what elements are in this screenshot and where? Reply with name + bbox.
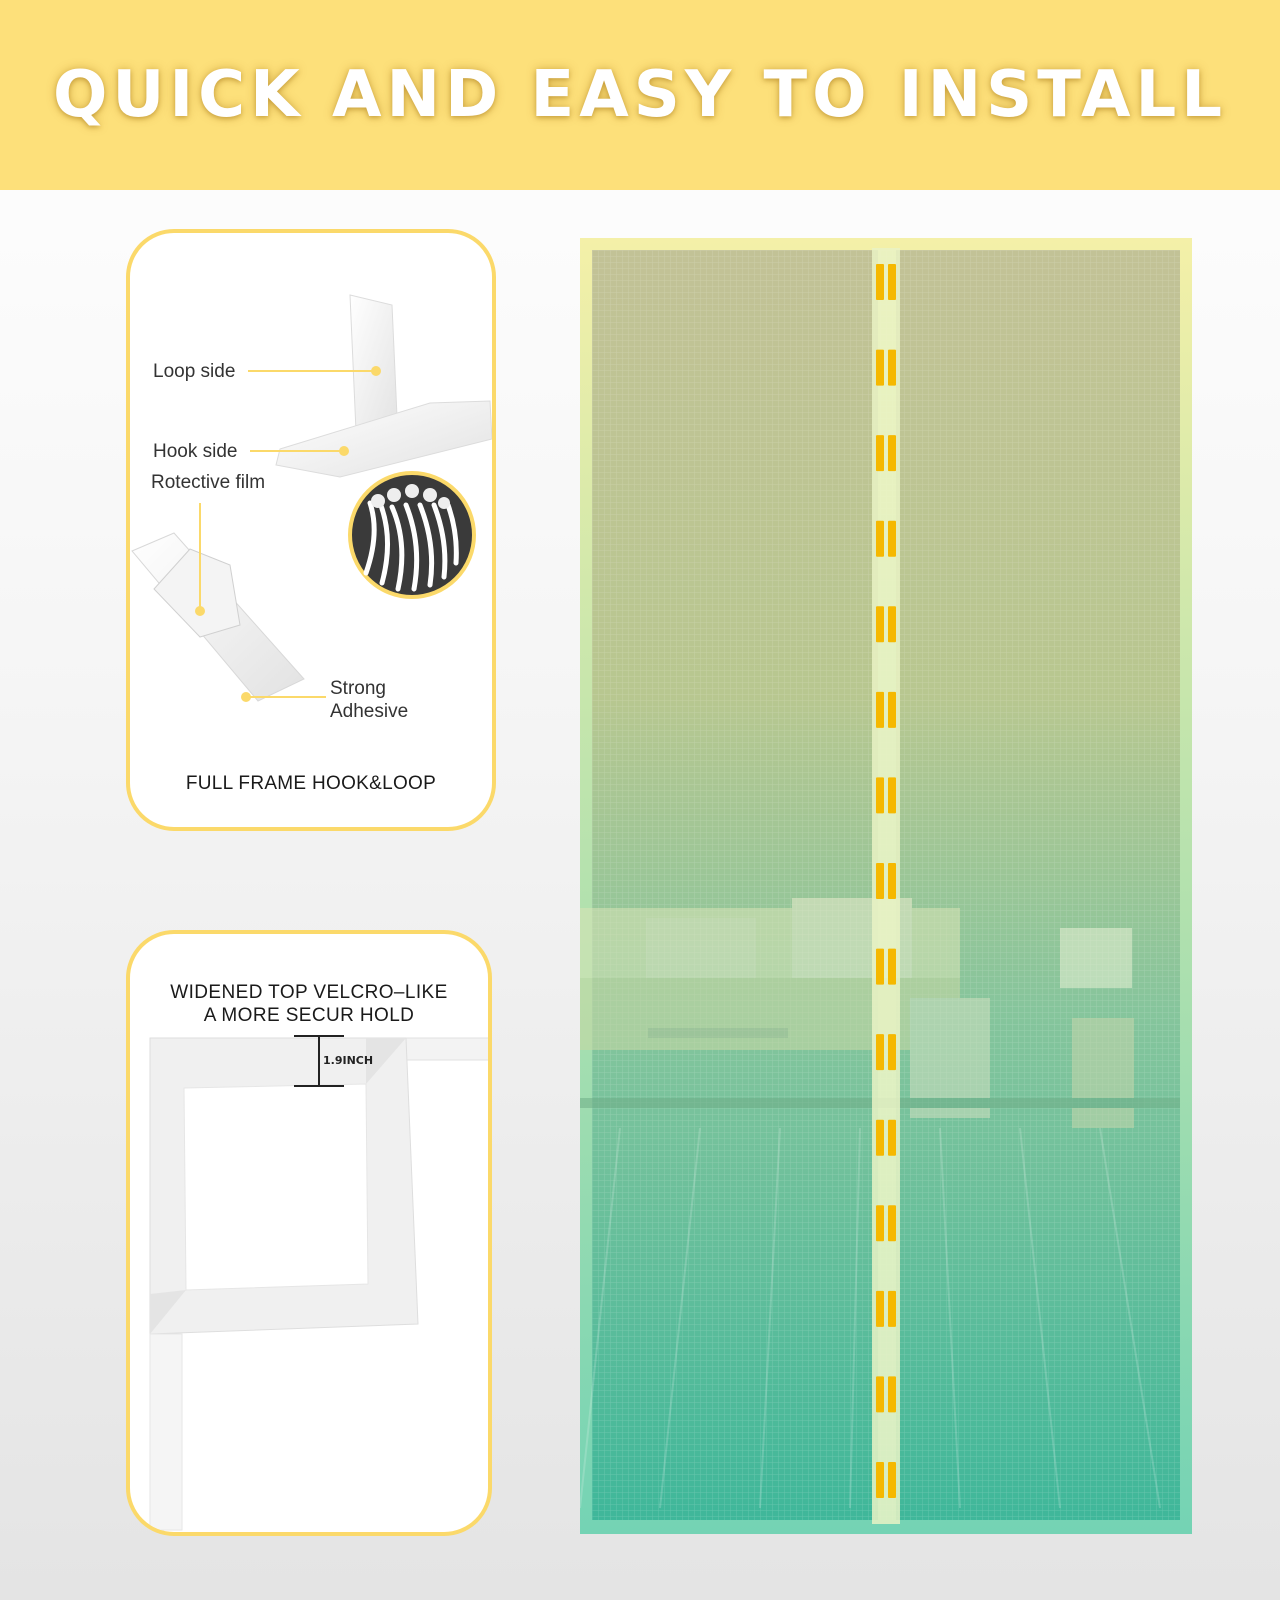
strong-adhesive-line2: Adhesive <box>330 701 409 722</box>
hook-loop-illustration <box>130 233 496 831</box>
magnet-5-right <box>888 692 896 728</box>
door-illustration <box>580 238 1192 1534</box>
magnet-11-right <box>888 1205 896 1241</box>
hook-side-label: Hook side <box>153 441 238 462</box>
widened-caption-line2: A MORE SECUR HOLD <box>203 1005 415 1026</box>
magnet-5-left <box>876 692 884 728</box>
magnet-1-left <box>876 350 884 386</box>
magnet-9-right <box>888 1034 896 1070</box>
magnet-3-right <box>888 521 896 557</box>
banner-title: QUICK AND EASY TO INSTALL <box>52 58 1228 132</box>
magnet-4-left <box>876 606 884 642</box>
magnet-10-right <box>888 1120 896 1156</box>
magnet-12-left <box>876 1291 884 1327</box>
magnet-13-left <box>876 1376 884 1412</box>
magnet-8-left <box>876 949 884 985</box>
magnet-4-right <box>888 606 896 642</box>
magnet-14-left <box>876 1462 884 1498</box>
magnifier-circle <box>350 473 474 597</box>
magnet-7-left <box>876 863 884 899</box>
magnet-9-left <box>876 1034 884 1070</box>
magnet-13-right <box>888 1376 896 1412</box>
hook-loop-caption: FULL FRAME HOOK&LOOP <box>185 773 437 794</box>
mesh-door <box>580 238 1192 1534</box>
magnet-3-left <box>876 521 884 557</box>
widened-top-card <box>126 930 492 1536</box>
magnet-0-right <box>888 264 896 300</box>
magnet-12-right <box>888 1291 896 1327</box>
magnet-8-right <box>888 949 896 985</box>
magnet-6-right <box>888 777 896 813</box>
magnet-0-left <box>876 264 884 300</box>
widened-caption-line1: WIDENED TOP VELCRO–LIKE <box>170 982 448 1003</box>
measurement-label: 1.9INCH <box>323 1054 374 1067</box>
header-banner <box>0 0 1280 190</box>
hook-loop-card <box>126 229 496 831</box>
magnet-11-left <box>876 1205 884 1241</box>
widened-top-illustration <box>130 934 492 1536</box>
strong-adhesive-line1: Strong <box>330 678 386 699</box>
magnet-2-left <box>876 435 884 471</box>
magnet-7-right <box>888 863 896 899</box>
protective-film-label: Rotective film <box>151 472 266 493</box>
magnet-14-right <box>888 1462 896 1498</box>
magnet-6-left <box>876 777 884 813</box>
loop-side-label: Loop side <box>153 361 236 382</box>
magnet-1-right <box>888 350 896 386</box>
velcro-side-strip <box>150 1334 182 1530</box>
magnet-2-right <box>888 435 896 471</box>
magnet-10-left <box>876 1120 884 1156</box>
frame-inner <box>184 1084 368 1290</box>
strong-adhesive-label <box>330 677 408 723</box>
